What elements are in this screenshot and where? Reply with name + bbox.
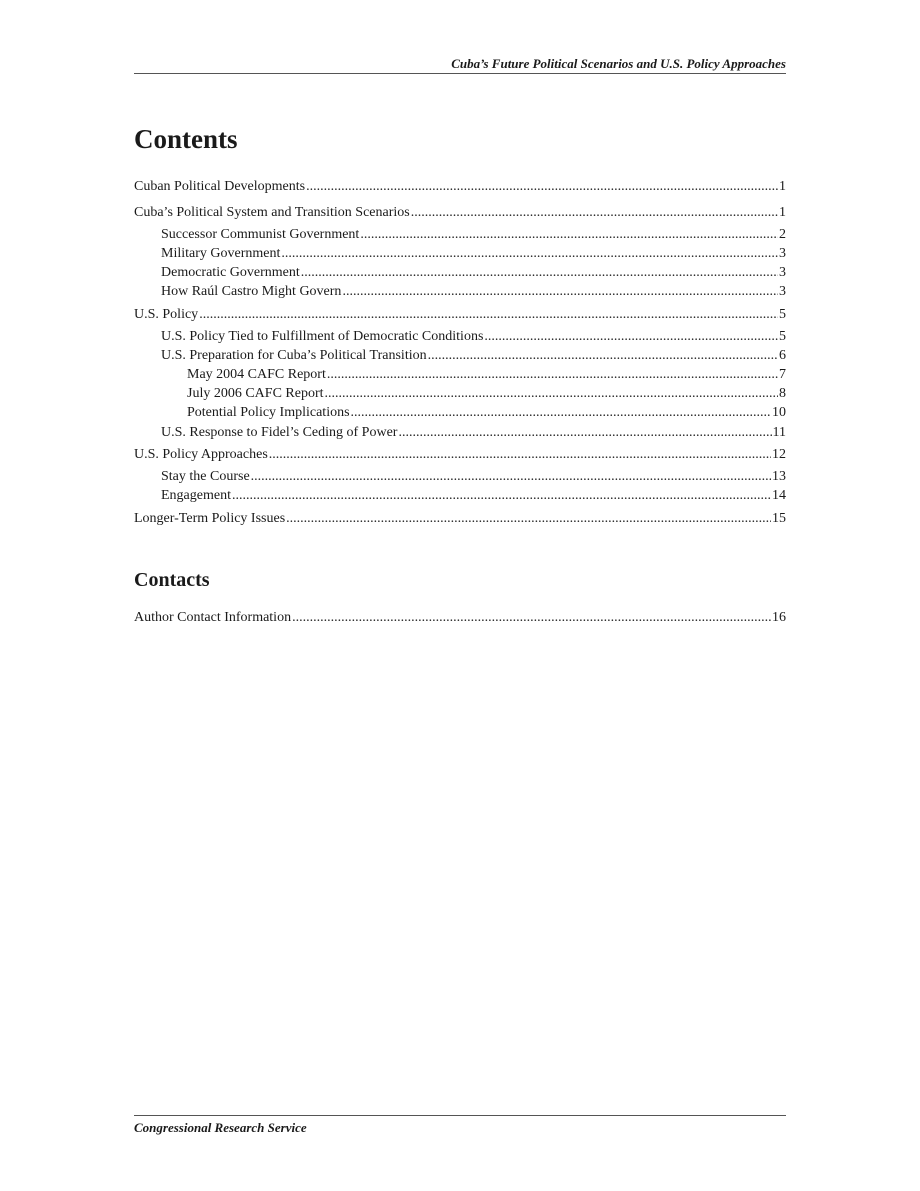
toc-entry[interactable] <box>134 366 786 383</box>
toc-entry-label: Cuban Political Developments <box>134 179 306 194</box>
toc-entry[interactable] <box>134 328 786 345</box>
toc-entry-label: Democratic Government <box>161 265 300 280</box>
toc-entry[interactable] <box>134 204 786 221</box>
toc-entry-page: 2 <box>779 227 786 242</box>
toc-entry-page: 6 <box>779 348 786 363</box>
toc-entry-page: 3 <box>779 265 786 280</box>
toc-entry-page: 8 <box>779 386 786 401</box>
toc-entry[interactable] <box>134 446 786 463</box>
toc-entry-label: Longer-Term Policy Issues <box>134 511 286 526</box>
toc-entry[interactable] <box>134 306 786 323</box>
toc-entry[interactable] <box>134 424 786 441</box>
dot-leader <box>269 446 771 463</box>
toc-entry[interactable] <box>134 226 786 243</box>
dot-leader <box>360 226 778 243</box>
dot-leader <box>281 245 778 262</box>
dot-leader <box>325 385 778 402</box>
toc-entry-label: Successor Communist Government <box>161 227 360 242</box>
dot-leader <box>428 347 778 364</box>
toc-entry-label: Stay the Course <box>161 469 250 484</box>
toc-entry-page: 3 <box>779 246 786 261</box>
dot-leader <box>484 328 778 345</box>
toc-entry[interactable] <box>134 347 786 364</box>
contacts-entry-page: 16 <box>772 610 786 625</box>
contents-heading: Contents <box>134 124 238 154</box>
toc-entry-label: U.S. Policy Tied to Fulfillment of Democratic Conditions <box>161 329 484 344</box>
dot-leader <box>351 404 771 421</box>
dot-leader <box>327 366 778 383</box>
toc-entry-page: 10 <box>772 405 786 420</box>
toc-entry-page: 13 <box>772 469 786 484</box>
toc-entry-label: May 2004 CAFC Report <box>187 367 326 382</box>
toc-entry-label: Cuba’s Political System and Transition Scenarios <box>134 205 410 220</box>
dot-leader <box>286 510 771 527</box>
toc-entry-label: U.S. Policy <box>134 307 199 322</box>
toc-entry-label: U.S. Policy Approaches <box>134 447 268 462</box>
toc-entry-page: 5 <box>779 307 786 322</box>
footer-divider <box>134 1115 786 1116</box>
toc-entry-page: 3 <box>779 284 786 299</box>
toc-entry[interactable] <box>134 178 786 195</box>
toc-entry[interactable] <box>134 487 786 504</box>
toc-entry-page: 14 <box>772 488 786 503</box>
toc-entry[interactable] <box>134 510 786 527</box>
toc-entry-label: U.S. Response to Fidel’s Ceding of Power <box>161 425 398 440</box>
toc-entry-page: 7 <box>779 367 786 382</box>
dot-leader <box>306 178 778 195</box>
toc-entry-page: 1 <box>779 179 786 194</box>
toc-entry[interactable] <box>134 264 786 281</box>
contacts-entry-label: Author Contact Information <box>134 610 292 625</box>
dot-leader <box>398 424 771 441</box>
toc-entry-page: 12 <box>772 447 786 462</box>
running-footer: Congressional Research Service <box>134 1120 307 1135</box>
toc-entry-label: Engagement <box>161 488 231 503</box>
dot-leader <box>232 487 771 504</box>
dot-leader <box>251 468 771 485</box>
toc-entry-label: July 2006 CAFC Report <box>187 386 324 401</box>
dot-leader <box>292 609 771 626</box>
toc-entry-label: How Raúl Castro Might Govern <box>161 284 342 299</box>
header-divider <box>134 73 786 74</box>
contacts-heading: Contacts <box>134 569 210 591</box>
toc-entry[interactable] <box>134 404 786 421</box>
dot-leader <box>342 283 778 300</box>
dot-leader <box>411 204 778 221</box>
toc-entry[interactable] <box>134 245 786 262</box>
toc-entry-page: 11 <box>772 425 786 440</box>
dot-leader <box>199 306 778 323</box>
toc-entry-page: 1 <box>779 205 786 220</box>
toc-entry[interactable] <box>134 385 786 402</box>
running-header: Cuba’s Future Political Scenarios and U.S. Policy Approaches <box>451 56 786 71</box>
toc-entry-page: 5 <box>779 329 786 344</box>
toc-entry[interactable] <box>134 468 786 485</box>
toc-entry-label: U.S. Preparation for Cuba’s Political Transition <box>161 348 427 363</box>
dot-leader <box>301 264 778 281</box>
toc-entry-label: Potential Policy Implications <box>187 405 350 420</box>
toc-entry-label: Military Government <box>161 246 281 261</box>
toc-entry-page: 15 <box>772 511 786 526</box>
toc-entry[interactable] <box>134 283 786 300</box>
contacts-entry[interactable] <box>134 609 786 626</box>
